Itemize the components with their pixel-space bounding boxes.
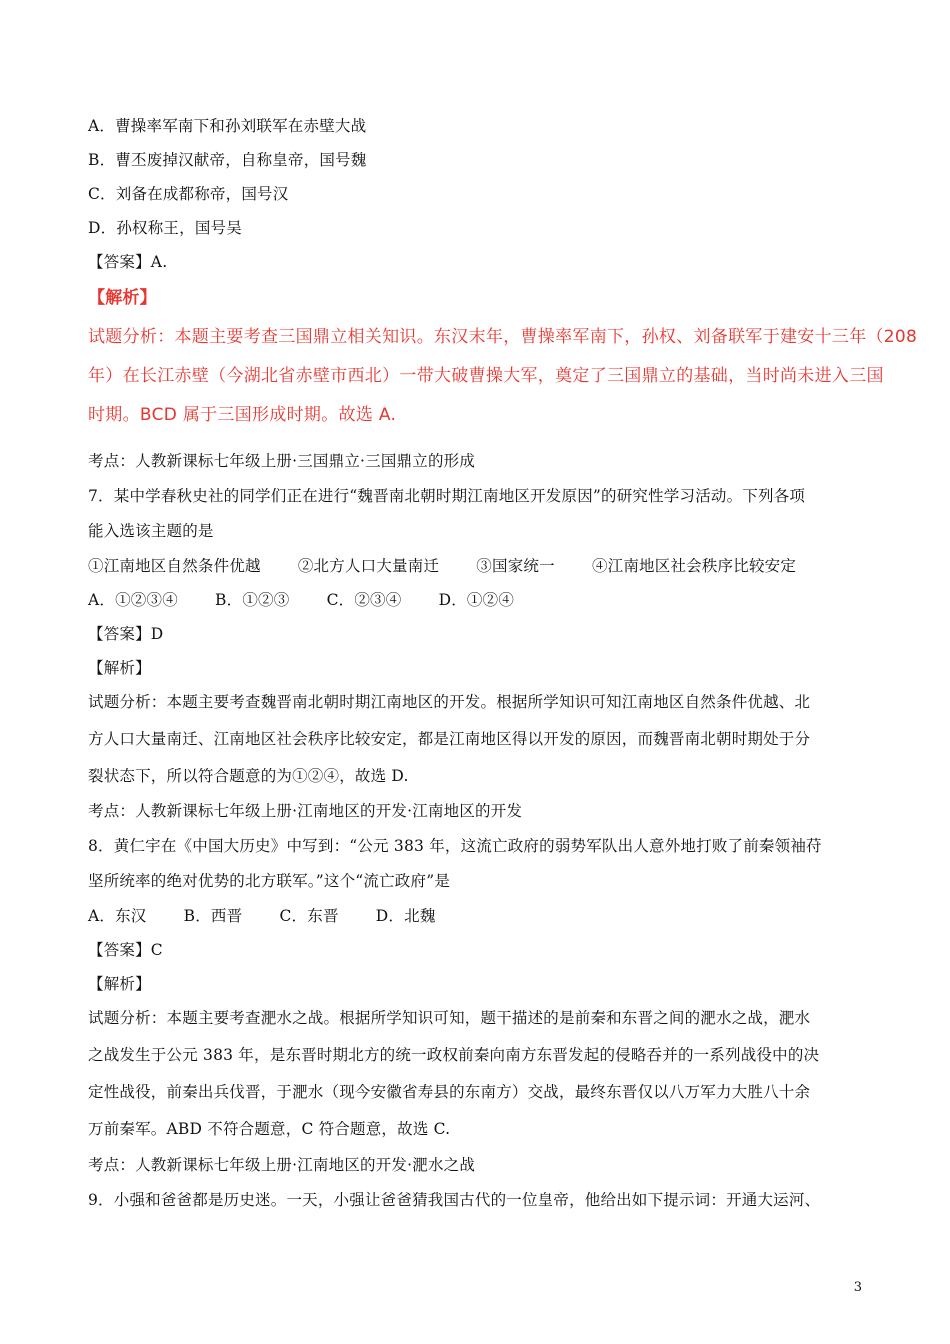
q8-analysis-title: 【解析】 <box>88 975 151 993</box>
q6-answer: 【答案】A. <box>88 253 168 271</box>
q7-analysis-title: 【解析】 <box>88 659 151 677</box>
q7-items <box>88 556 796 576</box>
q6-option-d: D．孙权称王，国号吴 <box>88 219 242 237</box>
q8-choice-b: B．西晋 <box>183 907 243 925</box>
q6-analysis-line-1: 试题分析：本题主要考查三国鼎立相关知识。东汉末年，曹操率军南下，孙权、刘备联军于建安十三年（208 <box>88 327 918 347</box>
q7-item-1: ①江南地区自然条件优越 <box>88 557 261 575</box>
q8-analysis-line-1: 试题分析：本题主要考查淝水之战。根据所学知识可知，题干描述的是前秦和东晋之间的淝水之战，淝水 <box>88 1009 811 1027</box>
q7-analysis-line-1: 试题分析：本题主要考查魏晋南北朝时期江南地区的开发。根据所学知识可知江南地区自然条件优越、北 <box>88 693 811 711</box>
q8-answer: 【答案】C <box>88 941 163 959</box>
q7-item-3: ③国家统一 <box>476 557 555 575</box>
q7-item-4: ④江南地区社会秩序比较安定 <box>591 557 797 575</box>
q6-knowledge-point: 考点：人教新课标七年级上册·三国鼎立·三国鼎立的形成 <box>88 452 476 470</box>
q7-choice-d: D．①②④ <box>438 591 515 609</box>
q8-stem-line-2: 坚所统率的绝对优势的北方联军。”这个“流亡政府”是 <box>88 872 451 890</box>
q7-choice-c: C．②③④ <box>326 591 402 609</box>
q8-knowledge-point: 考点：人教新课标七年级上册·江南地区的开发·淝水之战 <box>88 1156 476 1174</box>
q6-option-c: C．刘备在成都称帝，国号汉 <box>88 185 289 203</box>
q6-analysis-line-2: 年）在长江赤壁（今湖北省赤壁市西北）一带大破曹操大军，奠定了三国鼎立的基础，当时尚未进入三国 <box>88 366 884 386</box>
q8-choices <box>88 906 436 926</box>
q6-option-b: B．曹丕废掉汉献帝，自称皇帝，国号魏 <box>88 151 367 169</box>
q8-choice-d: D．北魏 <box>375 907 436 925</box>
q8-choice-a: A．东汉 <box>88 907 147 925</box>
q7-stem-line-1: 7．某中学春秋史社的同学们正在进行“魏晋南北朝时期江南地区开发原因”的研究性学习活动。下列各项 <box>88 487 806 505</box>
q8-analysis-line-3: 定性战役，前秦出兵伐晋，于淝水（现今安徽省寿县的东南方）交战，最终东晋仅以八万军力大胜八十余 <box>88 1083 811 1101</box>
q7-choice-b: B．①②③ <box>215 591 290 609</box>
q6-option-a: A．曹操率军南下和孙刘联军在赤壁大战 <box>88 117 367 135</box>
q7-choice-a: A．①②③④ <box>88 591 178 609</box>
q7-choices <box>88 590 514 610</box>
q7-item-2: ②北方人口大量南迁 <box>297 557 440 575</box>
q7-stem-line-2: 能入选该主题的是 <box>88 522 214 540</box>
q7-knowledge-point: 考点：人教新课标七年级上册·江南地区的开发·江南地区的开发 <box>88 802 523 820</box>
q7-answer: 【答案】D <box>88 625 164 643</box>
q6-analysis-line-3: 时期。BCD 属于三国形成时期。故选 A. <box>88 405 397 425</box>
q8-choice-c: C．东晋 <box>279 907 339 925</box>
page-number: 3 <box>853 1280 862 1295</box>
q9-stem: 9．小强和爸爸都是历史迷。一天，小强让爸爸猜我国古代的一位皇帝，他给出如下提示词：开通大运河、 <box>88 1191 821 1209</box>
q6-analysis-title: 【解析】 <box>88 288 157 308</box>
q7-analysis-line-2: 方人口大量南迁、江南地区社会秩序比较安定，都是江南地区得以开发的原因，而魏晋南北朝时期处于分 <box>88 730 811 748</box>
q8-stem-line-1: 8．黄仁宇在《中国大历史》中写到：“公元 383 年，这流亡政府的弱势军队出人意外地打败了前秦领袖苻 <box>88 837 822 855</box>
q8-analysis-line-4: 万前秦军。ABD 不符合题意，C 符合题意，故选 C. <box>88 1120 451 1138</box>
q7-analysis-line-3: 裂状态下，所以符合题意的为①②④，故选 D. <box>88 767 409 785</box>
q8-analysis-line-2: 之战发生于公元 383 年，是东晋时期北方的统一政权前秦向南方东晋发起的侵略吞并的一系列战役中的决 <box>88 1046 820 1064</box>
